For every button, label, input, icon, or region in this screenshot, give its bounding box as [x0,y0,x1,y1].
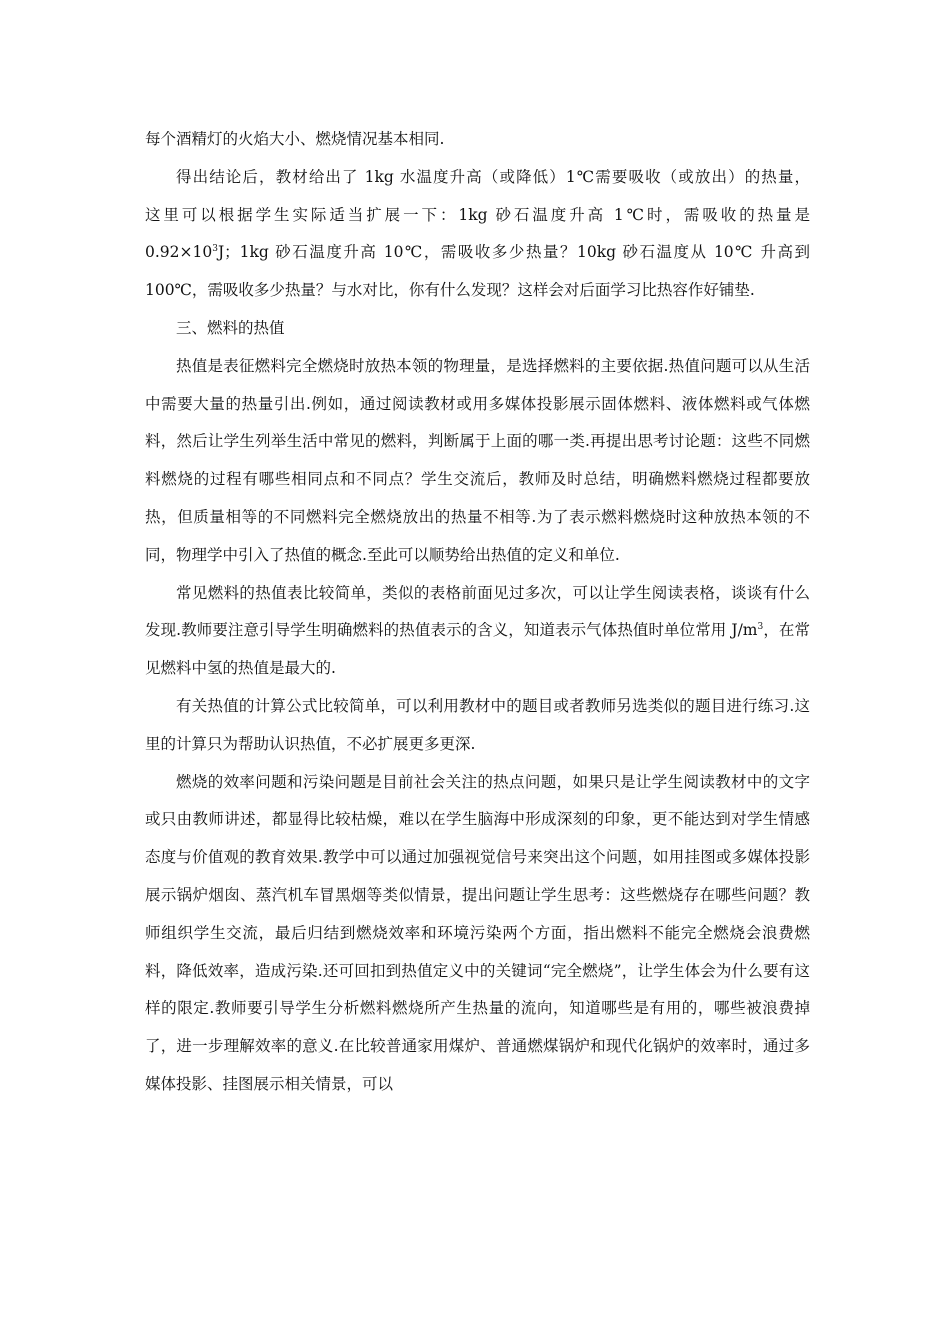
paragraph-efficiency: 燃烧的效率问题和污染问题是目前社会关注的热点问题，如果只是让学生阅读教材中的文字或只由教师讲述，都显得比较枯燥，难以在学生脑海中形成深刻的印象，更不能达到对学生情感态度与价值观的教育效果.教学中可以通过加强视觉信号来突出这个问题，如用挂图或多媒体投影展示锅炉烟囱、蒸汽机车冒黑烟等类似情景，提出问题让学生思考：这些燃烧存在哪些问题？教师组织学生交流，最后归结到燃烧效率和环境污染两个方面，指出燃料不能完全燃烧会浪费燃料，降低效率，造成污染.还可回扣到热值定义中的关键词“完全燃烧”，让学生体会为什么要有这样的限定.教师要引导学生分析燃料燃烧所产生热量的流向，知道哪些是有用的，哪些被浪费掉了，进一步理解效率的意义.在比较普通家用煤炉、普通燃煤锅炉和现代化锅炉的效率时，通过多媒体投影、挂图展示相关情景，可以 [145,772,810,1093]
paragraph-text: 常见燃料的热值表比较简单，类似的表格前面见过多次，可以让学生阅读表格，谈谈有什么发现.教师要注意引导学生明确燃料的热值表示的含义，知道表示气体热值时单位常用 J/m [145,583,810,640]
paragraph-line: 这里可以根据学生实际适当扩展一下：1kg 砂石温度升高 1℃时，需吸收的热量是 [145,205,810,224]
formula-rest: J；1kg 砂石温度升高 10℃，需吸收多少热量？10kg 砂石温度从 10℃ 升高到 [217,243,810,262]
paragraph-heat-value: 热值是表征燃料完全燃烧时放热本领的物理量，是选择燃料的主要依据.热值问题可以从生活中需要大量的热量引出.例如，通过阅读教材或用多媒体投影展示固体燃料、液体燃料或气体燃料，然后让学生列举生活中常见的燃料，判断属于上面的哪一类.再提出思考讨论题：这些不同燃料燃烧的过程有哪些相同点和不同点？学生交流后，教师及时总结，明确燃料燃烧过程都要放热，但质量相等的不同燃料完全燃烧放出的热量不相等.为了表示燃料燃烧时这种放热本领的不同，物理学中引入了热值的概念.至此可以顺势给出热值的定义和单位. [145,356,810,564]
paragraph-calculation: 有关热值的计算公式比较简单，可以利用教材中的题目或者教师另选类似的题目进行练习.这里的计算只为帮助认识热值，不必扩展更多更深. [145,696,810,753]
formula-exponent: 3 [212,244,218,255]
unit-exponent: 3 [757,622,764,633]
section-heading: 三、燃料的热值 [176,318,285,337]
paragraph-line: 100℃，需吸收多少热量？与水对比，你有什么发现？这样会对后面学习比热容作好铺垫. [145,281,755,300]
paragraph-line [145,234,810,272]
paragraph-line: 得出结论后，教材给出了 1kg 水温度升高（或降低）1℃需要吸收（或放出）的热量， [176,167,810,186]
paragraph-heat-example [145,159,810,310]
formula-base: 0.92×10 [145,243,213,262]
document-body [145,121,810,1104]
paragraph-text: ，在常见燃料中氢的热值是最大的. [145,621,810,678]
paragraph-continuation: 每个酒精灯的火焰大小、燃烧情况基本相同. [145,130,445,148]
paragraph-heat-table [145,575,810,688]
